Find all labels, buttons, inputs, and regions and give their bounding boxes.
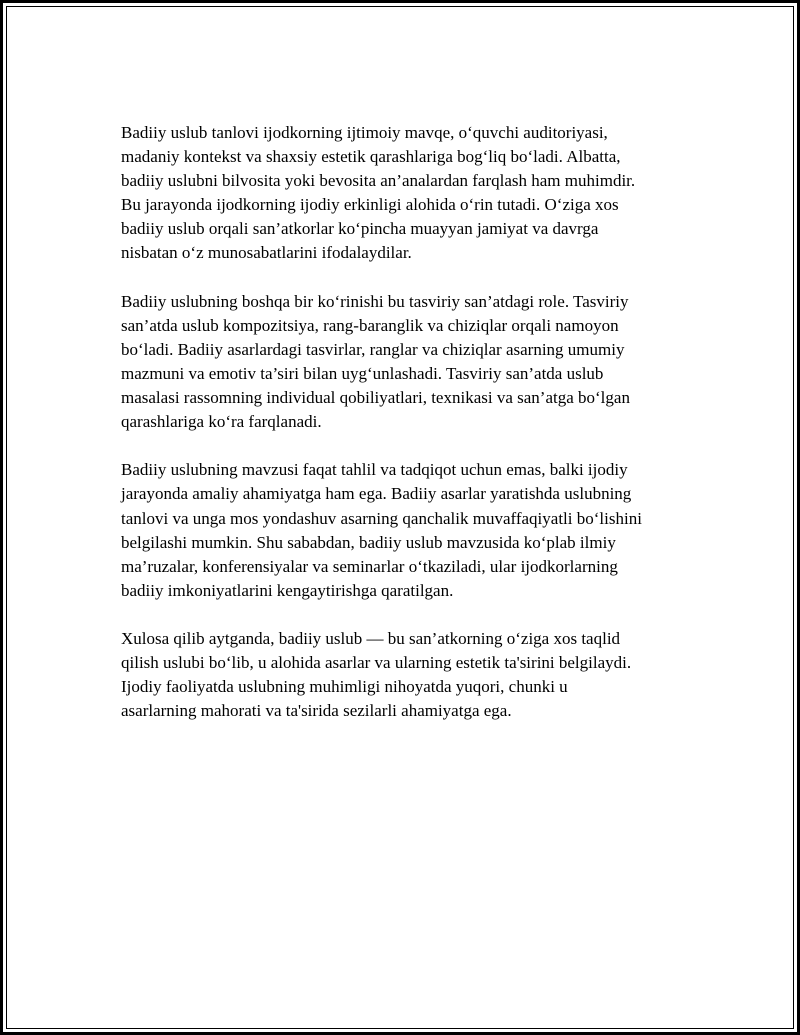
paragraph-1: Badiiy uslub tanlovi ijodkorning ijtimoiy mavqe, o‘quvchi auditoriyasi, madaniy kontekst va shaxsiy estetik qarashlariga bog‘liq bo‘ladi. Albatta, badiiy uslubni bilvosita yoki bevosita an’analardan farqlash ham muhimdir. Bu jarayonda ijodkorning ijodiy erkinligi alohida o‘rin tutadi. O‘ziga xos badiiy uslub orqali san’atkorlar ko‘pincha muayyan jamiyat va davrga nisbatan o‘z munosabatlarini ifodalaydilar. <box>121 123 636 263</box>
document-body <box>121 121 705 747</box>
paragraph-4: Xulosa qilib aytganda, badiiy uslub — bu san’atkorning o‘ziga xos taqlid qilish uslubi bo‘lib, u alohida asarlar va ularning estetik ta'sirini belgilaydi. Ijodiy faoliyatda uslubning muhimligi nihoyatda yuqori, chunki u asarlarning mahorati va ta'sirida sezilarli ahamiyatga ega. <box>121 628 632 721</box>
paragraph-2: Badiiy uslubning boshqa bir ko‘rinishi bu tasviriy san’atdagi role. Tasviriy san’atda uslub kompozitsiya, rang-baranglik va chiziqlar orqali namoyon bo‘ladi. Badiiy asarlardagi tasvirlar, ranglar va chiziqlar asarning umumiy mazmuni va emotiv ta’siri bilan uyg‘unlashadi. Tasviriy san’atda uslub masalasi rassomning individual qobiliyatlari, texnikasi va san’atga bo‘lgan qarashlariga ko‘ra farqlanadi. <box>121 291 630 432</box>
paragraph-3: Badiiy uslubning mavzusi faqat tahlil va tadqiqot uchun emas, balki ijodiy jarayonda amaliy ahamiyatga ham ega. Badiiy asarlar yaratishda uslubning tanlovi va unga mos yondashuv asarning qanchalik muvaffaqiyatli bo‘lishini belgilashi mumkin. Shu sababdan, badiiy uslub mavzusida ko‘plab ilmiy ma’ruzalar, konferensiyalar va seminarlar o‘tkaziladi, ular ijodkorlarning badiiy imkoniyatlarini kengaytirishga qaratilgan. <box>121 460 642 600</box>
